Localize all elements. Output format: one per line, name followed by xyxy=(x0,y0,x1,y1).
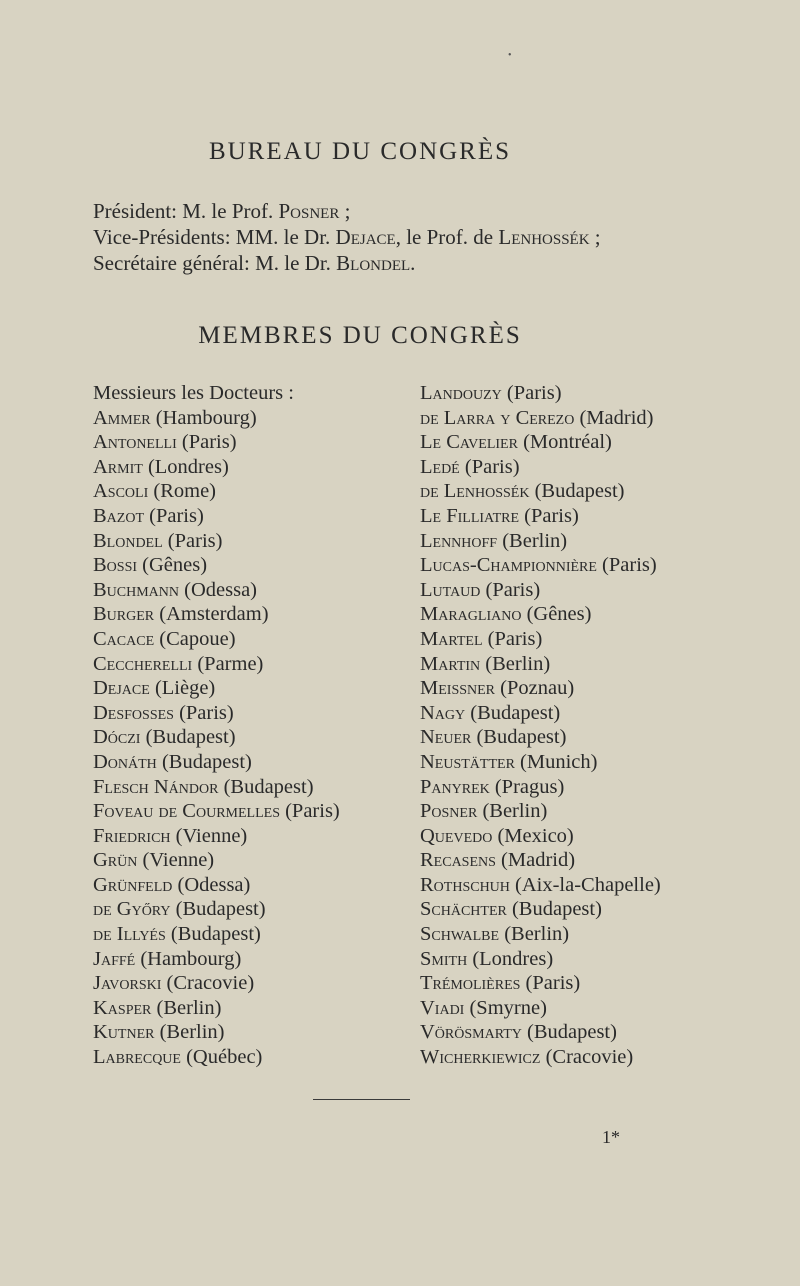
member-city: (Budapest) xyxy=(170,898,266,921)
member-entry xyxy=(93,922,340,947)
member-entry xyxy=(420,701,661,726)
member-name: Posner xyxy=(420,800,478,823)
member-city: (Londres) xyxy=(142,455,229,478)
member-name: Le Cavelier xyxy=(420,431,518,454)
member-city: (Aix-la-Chapelle) xyxy=(509,873,661,896)
member-city: (Vienne) xyxy=(170,824,248,847)
member-city: (Munich) xyxy=(514,750,598,773)
member-name: Nagy xyxy=(420,701,466,724)
member-entry xyxy=(93,947,340,972)
member-city: (Paris) xyxy=(501,382,562,404)
member-entry xyxy=(93,750,340,775)
member-entry xyxy=(420,602,661,627)
member-name: Antonelli xyxy=(93,431,177,454)
member-city: (Gênes) xyxy=(137,554,208,577)
member-city: (Paris) xyxy=(173,701,234,724)
member-name: Vörösmarty xyxy=(420,1021,522,1044)
member-name: Armit xyxy=(93,455,143,478)
members-intro: Messieurs les Docteurs : xyxy=(93,382,294,404)
member-name: Neustätter xyxy=(420,750,515,773)
member-city: (Odessa) xyxy=(172,873,251,896)
member-name: Jaffé xyxy=(93,947,136,970)
member-entry xyxy=(420,381,661,406)
member-city: (Budapest) xyxy=(156,750,252,773)
member-name: Grün xyxy=(93,849,138,872)
member-city: (Liège) xyxy=(149,677,216,700)
member-entry xyxy=(420,504,661,529)
member-name: Schwalbe xyxy=(420,923,500,946)
member-city: (Hambourg) xyxy=(135,947,242,970)
member-entry xyxy=(420,479,661,504)
member-city: (Capoue) xyxy=(154,627,236,650)
member-entry xyxy=(93,799,340,824)
member-entry xyxy=(93,971,340,996)
member-name: Labrecque xyxy=(93,1046,181,1069)
member-city: (Amsterdam) xyxy=(154,603,269,626)
member-entry xyxy=(93,701,340,726)
member-name: Donáth xyxy=(93,750,157,773)
member-entry xyxy=(420,627,661,652)
closing-rule xyxy=(313,1099,410,1100)
member-city: (Paris) xyxy=(459,455,520,478)
member-name: Foveau de Courmelles xyxy=(93,800,280,823)
member-name: Ascoli xyxy=(93,480,149,503)
member-entry xyxy=(93,504,340,529)
bureau-title: BUREAU DU CONGRÈS xyxy=(208,138,512,165)
member-name: Le Filliatre xyxy=(420,504,520,527)
member-name: Wicherkiewicz xyxy=(420,1046,541,1069)
member-entry xyxy=(93,824,340,849)
member-city: (Paris) xyxy=(519,504,579,527)
member-name: Lucas-Championnière xyxy=(420,554,597,577)
member-name: Martel xyxy=(420,627,483,650)
member-city: (Budapest) xyxy=(521,1021,617,1044)
member-city: (Mexico) xyxy=(492,824,574,847)
members-right-column xyxy=(420,381,661,1070)
member-city: (Hambourg) xyxy=(150,406,257,429)
member-entry xyxy=(420,824,661,849)
ink-speck: • xyxy=(508,50,512,61)
officer-name: Posner xyxy=(278,199,340,223)
member-entry xyxy=(93,602,340,627)
member-city: (Budapest) xyxy=(471,726,567,749)
member-entry xyxy=(93,897,340,922)
member-entry xyxy=(93,529,340,554)
member-city: (Budapest) xyxy=(506,898,602,921)
member-city: (Berlin) xyxy=(499,923,570,946)
member-name: Panyrek xyxy=(420,775,490,798)
member-entry xyxy=(93,873,340,898)
member-name: de Lenhossék xyxy=(420,480,530,503)
member-city: (Gênes) xyxy=(521,603,592,626)
member-name: Bossi xyxy=(93,554,138,577)
member-name: Recasens xyxy=(420,849,496,872)
member-entry xyxy=(420,873,661,898)
member-city: (Budapest) xyxy=(140,726,236,749)
member-name: Landouzy xyxy=(420,382,502,404)
member-city: (Berlin) xyxy=(497,529,568,552)
member-name: Dejace xyxy=(93,677,150,700)
member-entry xyxy=(420,676,661,701)
member-entry xyxy=(420,897,661,922)
member-entry xyxy=(93,479,340,504)
officer-line-president: Président: M. le Prof. Posner ; xyxy=(93,199,351,223)
member-entry xyxy=(420,652,661,677)
member-city: (Berlin) xyxy=(154,1021,225,1044)
member-name: Meissner xyxy=(420,677,496,700)
member-city: (Parme) xyxy=(192,652,264,675)
member-name: Viadi xyxy=(420,996,465,1019)
member-entry xyxy=(93,1045,340,1070)
member-city: (Smyrne) xyxy=(464,996,547,1019)
member-name: Maragliano xyxy=(420,603,522,626)
member-city: (Paris) xyxy=(162,529,223,552)
member-entry xyxy=(93,627,340,652)
member-city: (Paris) xyxy=(480,578,541,601)
member-city: (Rome) xyxy=(148,480,217,503)
member-entry xyxy=(420,430,661,455)
member-name: Bazot xyxy=(93,504,144,527)
member-name: Trémolières xyxy=(420,972,521,995)
member-name: de Győry xyxy=(93,898,171,921)
member-name: de Illyés xyxy=(93,923,166,946)
member-city: (Madrid) xyxy=(495,849,576,872)
member-city: (Paris) xyxy=(482,627,543,650)
members-left-column xyxy=(93,381,340,1070)
member-entry xyxy=(93,430,340,455)
member-name: Javorski xyxy=(93,972,162,995)
member-entry xyxy=(420,529,661,554)
member-city: (Pragus) xyxy=(489,775,565,798)
member-entry xyxy=(420,725,661,750)
officer-name: Dejace xyxy=(335,225,396,249)
member-name: Lutaud xyxy=(420,578,481,601)
member-city: (Berlin) xyxy=(480,652,551,675)
member-entry xyxy=(93,1020,340,1045)
member-entry xyxy=(93,455,340,480)
member-name: Cacace xyxy=(93,627,155,650)
member-name: Martin xyxy=(420,652,481,675)
member-name: Flesch Nándor xyxy=(93,775,219,798)
member-name: Grünfeld xyxy=(93,873,173,896)
member-city: (Paris) xyxy=(176,431,237,454)
member-city: (Budapest) xyxy=(465,701,561,724)
member-city: (Budapest) xyxy=(529,480,625,503)
member-entry xyxy=(93,725,340,750)
officer-line-secretary: Secrétaire général: M. le Dr. Blondel. xyxy=(93,251,416,275)
member-entry xyxy=(93,996,340,1021)
member-city: (Londres) xyxy=(467,947,554,970)
member-entry xyxy=(420,1020,661,1045)
member-entry xyxy=(420,406,661,431)
member-entry xyxy=(420,775,661,800)
member-entry xyxy=(420,1045,661,1070)
member-name: de Larra y Cerezo xyxy=(420,406,575,429)
member-city: (Cracovie) xyxy=(161,972,255,995)
member-entry xyxy=(420,971,661,996)
member-city: (Paris) xyxy=(144,504,204,527)
member-city: (Berlin) xyxy=(477,800,548,823)
member-entry xyxy=(93,848,340,873)
member-name: Blondel xyxy=(93,529,163,552)
member-entry xyxy=(420,848,661,873)
member-entry xyxy=(420,922,661,947)
member-name: Dóczi xyxy=(93,726,141,749)
member-name: Ceccherelli xyxy=(93,652,193,675)
page-number: 1* xyxy=(602,1127,620,1147)
member-city: (Cracovie) xyxy=(540,1046,634,1069)
member-name: Smith xyxy=(420,947,468,970)
member-entry xyxy=(420,947,661,972)
officers-block xyxy=(93,198,601,276)
officer-name: Blondel xyxy=(336,251,411,275)
member-city: (Paris) xyxy=(520,972,581,995)
member-entry xyxy=(93,775,340,800)
member-entry xyxy=(93,676,340,701)
member-city: (Paris) xyxy=(596,554,657,577)
member-entry xyxy=(420,455,661,480)
member-entry xyxy=(93,578,340,603)
officer-line-vice-presidents: Vice-Présidents: MM. le Dr. Dejace, le Prof. de Lenhossék ; xyxy=(93,225,601,249)
member-name: Friedrich xyxy=(93,824,171,847)
member-name: Quevedo xyxy=(420,824,493,847)
member-name: Desfosses xyxy=(93,701,174,724)
member-city: (Budapest) xyxy=(218,775,314,798)
member-entry xyxy=(420,553,661,578)
member-name: Burger xyxy=(93,603,155,626)
officer-name: Lenhossék xyxy=(498,225,590,249)
member-city: (Vienne) xyxy=(137,849,215,872)
member-city: (Madrid) xyxy=(574,406,654,429)
member-name: Rothschuh xyxy=(420,873,510,896)
member-name: Kutner xyxy=(93,1021,155,1044)
member-name: Ledé xyxy=(420,455,460,478)
member-entry xyxy=(420,578,661,603)
member-name: Schächter xyxy=(420,898,507,921)
member-name: Ammer xyxy=(93,406,151,429)
member-city: (Montréal) xyxy=(517,431,612,454)
member-entry xyxy=(93,553,340,578)
member-city: (Berlin) xyxy=(151,996,222,1019)
member-name: Lennhoff xyxy=(420,529,498,552)
member-city: (Odessa) xyxy=(179,578,258,601)
member-city: (Budapest) xyxy=(165,923,261,946)
member-name: Kasper xyxy=(93,996,152,1019)
member-entry xyxy=(93,406,340,431)
member-entry xyxy=(420,799,661,824)
member-name: Buchmann xyxy=(93,578,180,601)
member-city: (Québec) xyxy=(180,1046,263,1069)
member-entry xyxy=(93,652,340,677)
member-entry xyxy=(420,750,661,775)
member-city: (Poznau) xyxy=(495,677,575,700)
members-title: MEMBRES DU CONGRÈS xyxy=(198,322,522,349)
member-name: Neuer xyxy=(420,726,472,749)
member-entry xyxy=(420,996,661,1021)
member-city: (Paris) xyxy=(279,800,340,823)
